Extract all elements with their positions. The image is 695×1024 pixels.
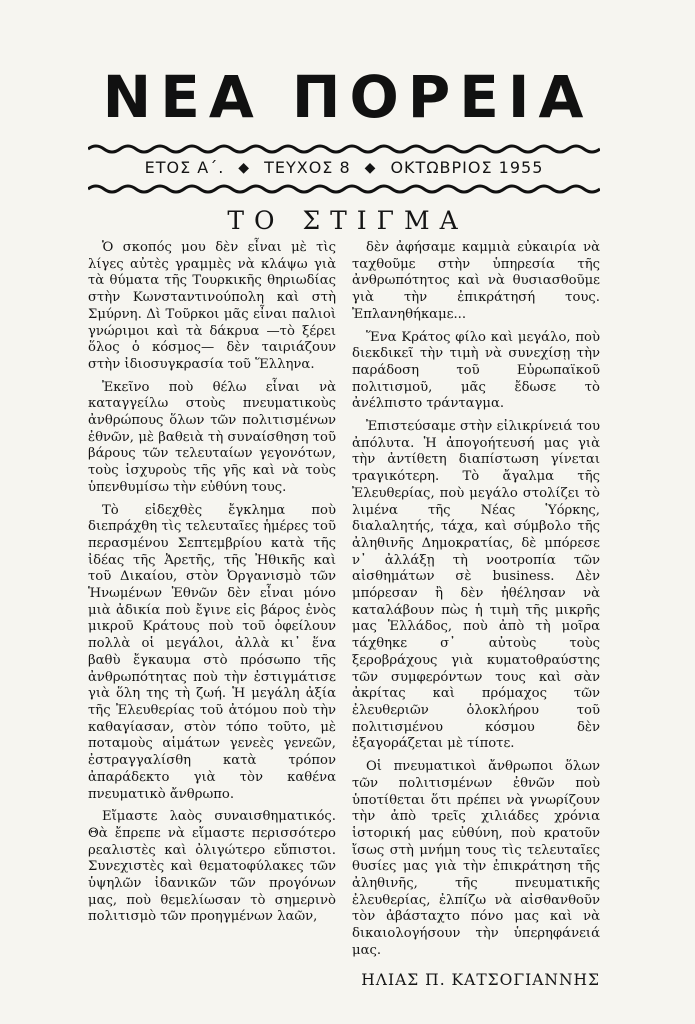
article-paragraph: Ὁ σκοπός μου δὲν εἶναι μὲ τὶς λίγες αὐτὲς γραμμὲς νὰ κλάψω γιὰ τὰ θύματα τῆς Τουρκικῆς θηριωδίας στὴν Κωνσταντινούπολη καὶ στὴ Σμύρνη. Δὶ Τοῦρκοι μᾶς εἶναι παλιοὶ γνώριμοι καὶ τὰ δάκρυα —τὸ ξέρει ὅλος ὁ κόσμος— δὲν ταιριάζουν στὴν ἰδιοσυγκρασία τοῦ Ἕλληνα. [88,240,336,372]
author-signature: ΗΛΙΑΣ Π. ΚΑΤΣΟΓΙΑΝΝΗΣ [361,970,600,989]
issue-year: ΕΤΟΣ Α΄. [144,158,225,177]
article-paragraph: Ἕνα Κράτος φίλο καὶ μεγάλο, ποὺ διεκδικεῖ τὴν τιμὴ νὰ συνεχίσῃ τὴν παράδοση τοῦ Εὐρωπαϊκοῦ πολιτισμοῦ, μᾶς ἔδωσε τὸ ἀνέλπιστο τράνταγμα. [352,329,600,412]
diamond-icon: ◆ [364,159,377,176]
article-paragraph: Οἱ πνευματικοὶ ἄνθρωποι ὅλων τῶν πολιτισμένων ἐθνῶν ποὺ ὑποτίθεται ὅτι πρέπει νὰ γνωρίζουν τὴν ἀπὸ τρεῖς χιλιάδες χρόνια ἱστορική μας εὐθύνη, ποὺ κρατοῦν ἴσως στὴ μνήμη τους τὶς τελευταῖες θυσίες μας γιὰ τὴν ἐπικράτηση τῆς ἀληθινῆς, τῆς πνευματικῆς ἐλευθερίας, ἐλπίζω νὰ αἰσθανθοῦν τὸν ἀβάσταχτο πόνο μας καὶ νὰ δικαιολογήσουν τὴν ὑπερηφάνειά μας. [352,759,600,958]
issue-info-bar [88,158,600,177]
article-headline: ΤΟ ΣΤΙΓΜΑ [227,206,468,235]
article-paragraph: Ἐπιστεύσαμε στὴν εἰλικρίνειά του ἀπόλυτα. Ἡ ἀπογοήτευσή μας γιὰ τὴν ἀντίθετη διαπίστωση γίνεται τραγικότερη. Τὸ ἄγαλμα τῆς Ἐλευθερίας, ποὺ μεγάλο στολίζει τὸ λιμένα τῆς Νέας Ὑόρκης, διαλαλητής, τάχα, καὶ σύμβολο τῆς ἀληθινῆς Δημοκρατίας, δὲ μπόρεσε ν᾿ ἀλλάξῃ τὴ νοοτροπία τῶν αἰσθημάτων σὲ business. Δὲν μπόρεσαν ἢ δὲν ἠθέλησαν νὰ καταλάβουν πὼς ἡ τιμὴ τῆς μικρῆς μας Ἑλλάδος, ποὺ ἀπὸ τὴ μοῖρα τάχθηκε σ᾿ αὐτοὺς τοὺς ξεροβράχους γιὰ κυματοθραύστης τῶν συμφερόντων τους καὶ σὰν ἀκρίτας καὶ πρόμαχος τῶν ἐλευθεριῶν ὁλοκλήρου τοῦ πολιτισμένου κόσμου δὲν ἐξαγοράζεται μὲ τίποτε. [352,419,600,752]
article-column-right [352,240,600,988]
article-paragraph: Τὸ εἰδεχθὲς ἔγκλημα ποὺ διεπράχθη τὶς τελευταῖες ἡμέρες τοῦ περασμένου Σεπτεμβρίου κατὰ τῆς ἰδέας τῆς Ἀρετῆς, τῆς Ἠθικῆς καὶ τοῦ Δικαίου, στὸν Ὀργανισμὸ τῶν Ἡνωμένων Ἐθνῶν δὲν εἶναι μόνο μιὰ ἀδικία ποὺ ἔγινε εἰς βάρος ἑνὸς μικροῦ Κράτους ποὺ τοῦ ὀφείλουν πολλὰ οἱ μεγάλοι, ἀλλὰ κι᾿ ἕνα βαθὺ ἔγκαυμα στὸ πρόσωπο τῆς ἀνθρωπότητας ποὺ τὴν ἐστιγμάτισε γιὰ ὅλη της τὴ ζωή. Ἡ μεγάλη ἀξία τῆς Ἐλευθερίας τοῦ ἀτόμου ποὺ τὴν καθαγίασαν, στὸν τόπο τοῦτο, μὲ ποταμοὺς αἱμάτων γενεὲς γενεῶν, ἐστραγγαλίσθη κατὰ τρόπον ἀπαράδεκτο γιὰ τὸν καθένα πνευματικὸ ἄνθρωπο. [88,502,336,802]
diamond-icon: ◆ [238,159,251,176]
top-wavy-rule [88,142,600,156]
article-paragraph: Εἴμαστε λαὸς συναισθηματικός. Θὰ ἔπρεπε νὰ εἴμαστε περισσότερο ρεαλιστὲς καὶ ὀλιγώτερο εὔπιστοι. Συνεχιστὲς καὶ θεματοφύλακες τῶν ὑψηλῶν ἰδανικῶν τῶν προγόνων μας, ποὺ θεμελίωσαν τὸ σημερινὸ πολιτισμὸ τῶν προηγμένων λαῶν, [88,809,336,925]
masthead-title: ΝΕΑ ΠΟΡΕΙΑ [102,63,593,131]
issue-number: ΤΕΥΧΟΣ 8 [264,158,351,177]
article-paragraph: Ἐκεῖνο ποὺ θέλω εἶναι νὰ καταγγείλω στοὺς πνευματικοὺς ἀνθρώπους ὅλων τῶν πολιτισμένων ἐθνῶν, μὲ βαθειὰ τὴ συναίσθηση τοῦ βάρους τῶν τελευταίων γεγονότων, τοὺς ἰσχυροὺς τῆς γῆς καὶ νὰ τοὺς ὑπενθυμίσω τὴν εὐθύνη τους. [88,379,336,495]
article-paragraph: δὲν ἀφήσαμε καμμιὰ εὐκαιρία νὰ ταχθοῦμε στὴν ὑπηρεσία τῆς ἀνθρωπότητος καὶ νὰ θυσιασθοῦμε γιὰ τὴν ἐπικράτησή τους. Ἐπλανηθήκαμε... [352,240,600,322]
article-column-left [88,240,336,932]
issue-date: ΟΚΤΩΒΡΙΟΣ 1955 [390,158,544,177]
bottom-wavy-rule [88,182,600,196]
